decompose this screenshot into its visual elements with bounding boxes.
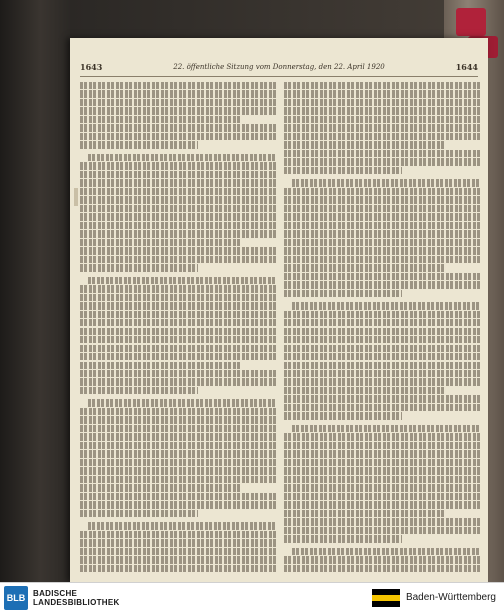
page-number-left: 1643 — [80, 62, 103, 72]
text-line — [80, 230, 276, 237]
text-line — [80, 162, 276, 169]
text-line — [80, 450, 276, 457]
text-line — [284, 484, 480, 491]
text-line — [80, 247, 276, 254]
text-line — [284, 319, 480, 326]
text-line — [284, 404, 480, 411]
text-line — [80, 442, 276, 449]
text-line — [284, 412, 402, 419]
text-line — [284, 230, 480, 237]
text-line — [284, 370, 480, 377]
text-line — [284, 273, 480, 280]
text-line — [284, 196, 480, 203]
text-line — [80, 565, 276, 572]
text-line — [284, 188, 480, 195]
blb-logo-icon: BLB — [4, 586, 28, 610]
text-line — [80, 171, 276, 178]
text-line — [284, 124, 480, 131]
text-line — [284, 565, 480, 572]
text-line — [80, 213, 276, 220]
text-line — [284, 353, 480, 360]
text-line — [284, 141, 445, 148]
text-line — [292, 179, 480, 186]
text-line — [284, 158, 480, 165]
text-line — [80, 467, 276, 474]
text-line — [80, 416, 276, 423]
text-line — [284, 450, 480, 457]
text-line — [284, 362, 480, 369]
text-line — [80, 107, 276, 114]
text-line — [284, 518, 480, 525]
text-line — [80, 501, 276, 508]
page-header — [80, 60, 478, 74]
text-line — [80, 425, 276, 432]
text-line — [292, 548, 480, 555]
text-line — [284, 493, 480, 500]
text-line — [284, 467, 480, 474]
text-line — [80, 408, 276, 415]
text-column-right — [284, 82, 480, 572]
text-line — [80, 531, 276, 538]
text-line — [284, 290, 402, 297]
footer-bar — [0, 582, 504, 612]
text-line — [80, 141, 198, 148]
text-line — [284, 222, 480, 229]
text-line — [80, 378, 276, 385]
text-line — [80, 362, 241, 369]
text-line — [80, 82, 276, 89]
text-line — [292, 302, 480, 309]
text-line — [80, 116, 241, 123]
text-line — [80, 319, 276, 326]
text-line — [80, 336, 276, 343]
text-line — [80, 556, 276, 563]
document-page — [70, 38, 488, 582]
text-line — [80, 476, 276, 483]
text-line — [80, 459, 276, 466]
text-line — [80, 285, 276, 292]
text-line — [80, 179, 276, 186]
text-line — [284, 167, 402, 174]
text-line — [284, 395, 480, 402]
text-line — [284, 82, 480, 89]
text-line — [284, 510, 445, 517]
text-line — [80, 433, 276, 440]
text-line — [284, 239, 480, 246]
text-line — [80, 387, 198, 394]
text-line — [284, 387, 445, 394]
library-name-line1: BADISCHE — [33, 588, 78, 598]
text-line — [284, 150, 480, 157]
text-line — [284, 378, 480, 385]
text-line — [284, 107, 480, 114]
running-title: 22. öffentliche Sitzung vom Donnerstag, den 22. April 1920 — [173, 63, 385, 71]
library-name — [33, 589, 120, 607]
text-line — [292, 425, 480, 432]
text-line — [80, 222, 276, 229]
text-line — [80, 353, 276, 360]
text-line — [80, 345, 276, 352]
text-line — [80, 188, 276, 195]
margin-mark — [74, 188, 78, 206]
text-line — [284, 556, 480, 563]
text-line — [284, 527, 480, 534]
text-line — [80, 311, 276, 318]
text-line — [284, 99, 480, 106]
text-line — [284, 442, 480, 449]
text-line — [80, 196, 276, 203]
text-line — [284, 476, 480, 483]
text-line — [80, 239, 241, 246]
text-line — [284, 281, 480, 288]
text-line — [80, 370, 276, 377]
bw-branding[interactable] — [372, 589, 496, 607]
text-line — [284, 247, 480, 254]
text-line — [284, 205, 480, 212]
text-line — [80, 124, 276, 131]
text-line — [88, 277, 276, 284]
text-line — [284, 433, 480, 440]
text-line — [284, 264, 445, 271]
text-line — [284, 459, 480, 466]
header-rule — [80, 76, 478, 77]
text-line — [80, 294, 276, 301]
text-line — [284, 535, 402, 542]
text-column-left — [80, 82, 276, 572]
text-line — [80, 90, 276, 97]
text-line — [284, 90, 480, 97]
text-line — [88, 154, 276, 161]
text-line — [284, 256, 480, 263]
text-line — [80, 484, 241, 491]
text-line — [284, 328, 480, 335]
text-line — [284, 116, 480, 123]
text-line — [284, 336, 480, 343]
text-line — [284, 345, 480, 352]
bw-flag-icon — [372, 589, 400, 607]
text-line — [284, 213, 480, 220]
text-line — [88, 522, 276, 529]
text-line — [80, 205, 276, 212]
blb-branding[interactable] — [0, 583, 120, 612]
text-line — [284, 311, 480, 318]
text-line — [80, 328, 276, 335]
page-number-right: 1644 — [455, 62, 478, 72]
text-line — [80, 133, 276, 140]
bookmark-tab — [456, 8, 486, 36]
library-name-line2: LANDESBIBLIOTHEK — [33, 597, 120, 607]
text-line — [80, 256, 276, 263]
text-line — [284, 501, 480, 508]
text-line — [80, 99, 276, 106]
text-line — [80, 493, 276, 500]
state-name: Baden-Württemberg — [405, 592, 496, 603]
text-line — [80, 539, 276, 546]
text-line — [80, 548, 276, 555]
text-line — [80, 302, 276, 309]
text-line — [80, 264, 198, 271]
text-line — [80, 510, 198, 517]
text-line — [284, 133, 480, 140]
text-line — [88, 399, 276, 406]
